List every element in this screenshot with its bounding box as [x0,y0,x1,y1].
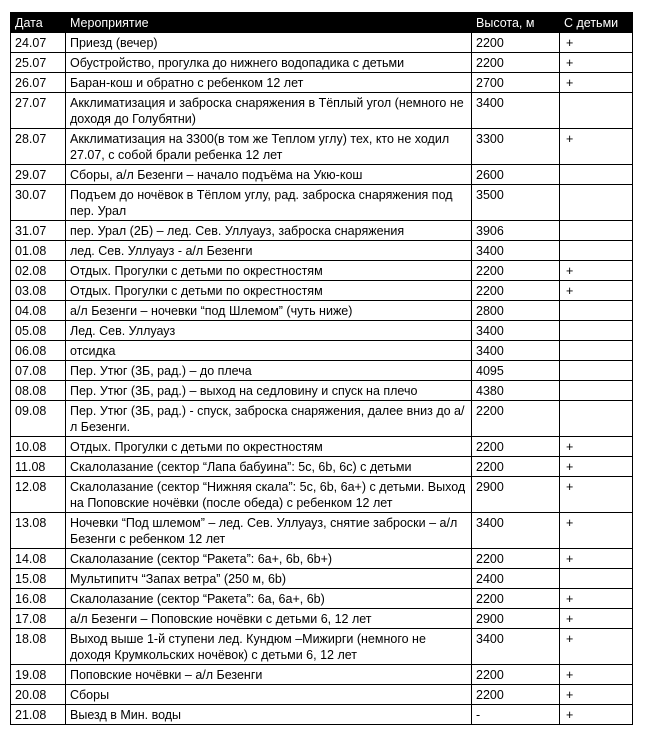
table-row [11,93,633,129]
cell-with-kids: + [560,589,633,609]
cell-event: Лед. Сев. Уллуауз [66,321,472,341]
cell-date: 10.08 [11,437,66,457]
cell-height: 2200 [472,549,560,569]
table-row [11,241,633,261]
cell-event: Выезд в Мин. воды [66,705,472,725]
cell-height: 2900 [472,609,560,629]
cell-height: 4380 [472,381,560,401]
cell-event: Скалолазание (сектор “Ракета”: 6a+, 6b, 6b+) [66,549,472,569]
table-row [11,381,633,401]
cell-height: 2200 [472,457,560,477]
cell-event: Подъем до ночёвок в Тёплом углу, рад. заброска снаряжения под пер. Урал [66,185,472,221]
cell-height: 3400 [472,241,560,261]
cell-event: а/л Безенги – Поповские ночёвки с детьми 6, 12 лет [66,609,472,629]
cell-height: 2600 [472,165,560,185]
cell-date: 11.08 [11,457,66,477]
cell-date: 16.08 [11,589,66,609]
cell-with-kids: + [560,513,633,549]
cell-height: 3906 [472,221,560,241]
cell-height: 2200 [472,401,560,437]
cell-event: Отдых. Прогулки с детьми по окрестностям [66,281,472,301]
table-row [11,53,633,73]
cell-date: 19.08 [11,665,66,685]
cell-with-kids: + [560,33,633,53]
cell-with-kids: + [560,477,633,513]
cell-height: - [472,705,560,725]
cell-date: 13.08 [11,513,66,549]
cell-date: 15.08 [11,569,66,589]
cell-height: 2200 [472,33,560,53]
table-body [11,33,633,725]
cell-with-kids [560,361,633,381]
table-row [11,665,633,685]
cell-with-kids: + [560,457,633,477]
cell-with-kids [560,381,633,401]
table-row [11,361,633,381]
cell-height: 3400 [472,341,560,361]
table-row [11,549,633,569]
header-with-kids: С детьми [560,13,633,33]
table-row [11,341,633,361]
cell-with-kids [560,341,633,361]
cell-date: 01.08 [11,241,66,261]
cell-with-kids: + [560,549,633,569]
table-row [11,609,633,629]
cell-event: Отдых. Прогулки с детьми по окрестностям [66,437,472,457]
cell-event: Выход выше 1-й ступени лед. Кундюм –Мижирги (немного не доходя Крумкольских ночёвок) с детьми 6, 12 лет [66,629,472,665]
cell-event: Скалолазание (сектор “Лапа бабуина”: 5с, 6b, 6c) с детьми [66,457,472,477]
cell-event: Акклиматизация на 3300(в том же Теплом углу) тех, кто не ходил 27.07, с собой брали ребенка 12 лет [66,129,472,165]
cell-date: 18.08 [11,629,66,665]
cell-with-kids: + [560,685,633,705]
cell-date: 25.07 [11,53,66,73]
cell-with-kids: + [560,261,633,281]
cell-event: Скалолазание (сектор “Нижняя скала”: 5с, 6b, 6a+) с детьми. Выход на Поповские ночёвки (после обеда) с ребенком 12 лет [66,477,472,513]
table-row [11,221,633,241]
cell-date: 31.07 [11,221,66,241]
cell-with-kids [560,401,633,437]
cell-with-kids [560,569,633,589]
cell-date: 14.08 [11,549,66,569]
cell-date: 29.07 [11,165,66,185]
cell-with-kids: + [560,129,633,165]
cell-with-kids [560,241,633,261]
table-row [11,513,633,549]
table-row [11,301,633,321]
cell-date: 20.08 [11,685,66,705]
cell-with-kids: + [560,73,633,93]
cell-height: 3400 [472,513,560,549]
cell-event: пер. Урал (2Б) – лед. Сев. Уллуауз, заброска снаряжения [66,221,472,241]
cell-date: 26.07 [11,73,66,93]
header-date: Дата [11,13,66,33]
cell-height: 3300 [472,129,560,165]
table-row [11,685,633,705]
cell-event: Пер. Утюг (3Б, рад.) - спуск, заброска снаряжения, далее вниз до а/л Безенги. [66,401,472,437]
cell-date: 08.08 [11,381,66,401]
cell-event: лед. Сев. Уллуауз - а/л Безенги [66,241,472,261]
cell-height: 2800 [472,301,560,321]
cell-date: 06.08 [11,341,66,361]
cell-height: 2200 [472,685,560,705]
table-row [11,569,633,589]
cell-event: Скалолазание (сектор “Ракета”: 6a, 6a+, 6b) [66,589,472,609]
cell-event: Приезд (вечер) [66,33,472,53]
cell-event: Баран-кош и обратно с ребенком 12 лет [66,73,472,93]
cell-date: 24.07 [11,33,66,53]
cell-event: Пер. Утюг (3Б, рад.) – до плеча [66,361,472,381]
cell-height: 3400 [472,93,560,129]
cell-with-kids [560,301,633,321]
cell-with-kids [560,165,633,185]
cell-height: 2200 [472,261,560,281]
table-header-row [11,13,633,33]
cell-with-kids: + [560,705,633,725]
header-event: Мероприятие [66,13,472,33]
cell-event: отсидка [66,341,472,361]
cell-event: Ночевки “Под шлемом” – лед. Сев. Уллуауз, снятие заброски – а/л Безенги с ребенком 12 лет [66,513,472,549]
table-row [11,437,633,457]
table-row [11,629,633,665]
cell-date: 21.08 [11,705,66,725]
cell-date: 07.08 [11,361,66,381]
table-row [11,401,633,437]
table-row [11,129,633,165]
cell-with-kids [560,321,633,341]
cell-with-kids [560,221,633,241]
cell-date: 30.07 [11,185,66,221]
cell-event: Отдых. Прогулки с детьми по окрестностям [66,261,472,281]
cell-height: 2200 [472,281,560,301]
cell-event: а/л Безенги – ночевки “под Шлемом” (чуть ниже) [66,301,472,321]
cell-event: Акклиматизация и заброска снаряжения в Тёплый угол (немного не доходя до Голубятни) [66,93,472,129]
cell-height: 2700 [472,73,560,93]
cell-height: 2400 [472,569,560,589]
table-row [11,73,633,93]
cell-date: 09.08 [11,401,66,437]
cell-height: 3500 [472,185,560,221]
cell-date: 04.08 [11,301,66,321]
cell-height: 2200 [472,53,560,73]
schedule-table-container [10,12,632,725]
cell-height: 3400 [472,321,560,341]
table-row [11,33,633,53]
header-height: Высота, м [472,13,560,33]
cell-date: 28.07 [11,129,66,165]
cell-event: Сборы, а/л Безенги – начало подъёма на Укю-кош [66,165,472,185]
cell-with-kids: + [560,629,633,665]
table-row [11,185,633,221]
cell-height: 2200 [472,665,560,685]
table-row [11,589,633,609]
table-row [11,281,633,301]
table-row [11,165,633,185]
cell-height: 3400 [472,629,560,665]
cell-event: Мультипитч “Запах ветра” (250 м, 6b) [66,569,472,589]
cell-height: 4095 [472,361,560,381]
cell-date: 27.07 [11,93,66,129]
cell-event: Поповские ночёвки – а/л Безенги [66,665,472,685]
cell-with-kids: + [560,609,633,629]
cell-date: 02.08 [11,261,66,281]
cell-event: Сборы [66,685,472,705]
cell-height: 2200 [472,589,560,609]
cell-event: Обустройство, прогулка до нижнего водопадика с детьми [66,53,472,73]
cell-with-kids: + [560,665,633,685]
cell-date: 12.08 [11,477,66,513]
cell-height: 2900 [472,477,560,513]
cell-with-kids [560,185,633,221]
table-row [11,261,633,281]
cell-with-kids [560,93,633,129]
table-row [11,705,633,725]
cell-with-kids: + [560,437,633,457]
table-row [11,457,633,477]
cell-date: 17.08 [11,609,66,629]
schedule-table [10,12,633,725]
cell-event: Пер. Утюг (3Б, рад.) – выход на седловину и спуск на плечо [66,381,472,401]
cell-height: 2200 [472,437,560,457]
cell-with-kids: + [560,281,633,301]
cell-date: 05.08 [11,321,66,341]
table-row [11,321,633,341]
cell-date: 03.08 [11,281,66,301]
cell-with-kids: + [560,53,633,73]
table-row [11,477,633,513]
